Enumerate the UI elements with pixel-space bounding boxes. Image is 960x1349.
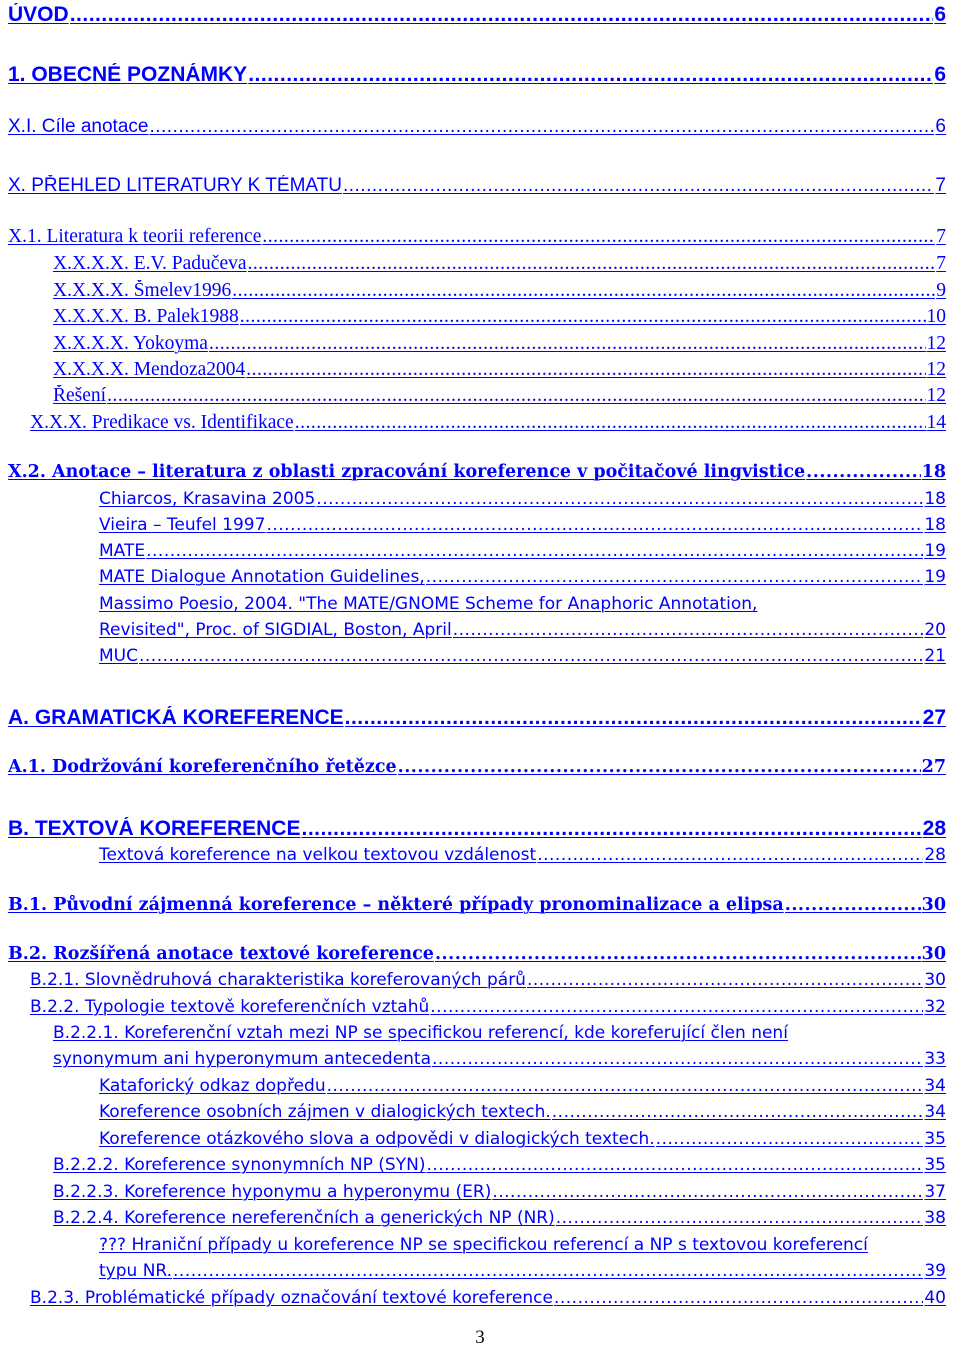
toc-title: Řešení bbox=[53, 385, 107, 406]
toc-page: 30 bbox=[921, 895, 946, 915]
toc-entry-cile-anotace[interactable] bbox=[8, 116, 946, 138]
toc-title: B.2.2.4. Koreference nereferenčních a generických NP (NR) bbox=[53, 1208, 555, 1228]
toc-title: X.I. Cíle anotace bbox=[8, 116, 149, 137]
toc-title: X. PŘEHLED LITERATURY K TÉMATU bbox=[8, 175, 342, 196]
toc-entry-problematicke[interactable] bbox=[30, 1288, 946, 1308]
toc-entry-yokoyma[interactable] bbox=[53, 333, 946, 355]
toc-title: X.X.X. Predikace vs. Identifikace bbox=[30, 412, 294, 433]
toc-entry-rozsirena-anotace[interactable] bbox=[8, 944, 946, 964]
toc-entry-hranicni-pripady-cont[interactable] bbox=[99, 1261, 946, 1281]
toc-title: MATE bbox=[99, 541, 146, 561]
toc-page: 28 bbox=[924, 845, 946, 865]
toc-title: X.X.X.X. Mendoza2004 bbox=[53, 359, 246, 380]
toc-title: B.2.2.3. Koreference hyponymu a hyperonymu (ER) bbox=[53, 1182, 492, 1202]
toc-page: 6 bbox=[934, 63, 946, 86]
toc-page: 20 bbox=[924, 620, 946, 640]
toc-title: B. TEXTOVÁ KOREFERENCE bbox=[8, 817, 301, 840]
toc-entry-muc[interactable] bbox=[99, 646, 946, 666]
toc-title-line2: synonymum ani hyperonymum antecedenta bbox=[53, 1049, 432, 1069]
toc-entry-textova-vzdalenost[interactable] bbox=[99, 845, 946, 865]
toc-page: 35 bbox=[924, 1155, 946, 1175]
toc-entry-chiarcos[interactable] bbox=[99, 489, 946, 509]
toc-entry-massimo-poesio-cont[interactable] bbox=[99, 620, 946, 640]
toc-entry-koreferencni-vztah-cont[interactable] bbox=[53, 1049, 946, 1069]
toc-title: X.1. Literatura k teorii reference bbox=[8, 226, 262, 247]
toc-page: 12 bbox=[926, 333, 946, 354]
toc-page: 34 bbox=[924, 1102, 946, 1122]
toc-title: B.2.2.2. Koreference synonymních NP (SYN) bbox=[53, 1155, 426, 1175]
toc-title: A. GRAMATICKÁ KOREFERENCE bbox=[8, 706, 344, 729]
toc-page: 32 bbox=[924, 997, 946, 1017]
toc-entry-vieira[interactable] bbox=[99, 515, 946, 535]
toc-title: Kataforický odkaz dopředu bbox=[99, 1076, 326, 1096]
toc-entry-massimo-poesio[interactable] bbox=[99, 594, 946, 614]
toc-entry-prehled-literatury[interactable] bbox=[8, 175, 946, 197]
toc-entry-literatura-teorie[interactable] bbox=[8, 226, 946, 248]
page-number: 3 bbox=[475, 1327, 485, 1348]
toc-title: Koreference otázkového slova a odpovědi v dialogických textech. bbox=[99, 1129, 655, 1149]
toc-title-line1: Massimo Poesio, 2004. "The MATE/GNOME Scheme for Anaphoric Annotation, bbox=[99, 594, 758, 614]
toc-entry-synonymni-np[interactable] bbox=[53, 1155, 946, 1175]
toc-page: 30 bbox=[924, 970, 946, 990]
toc-title: ÚVOD bbox=[8, 3, 69, 26]
toc-page: 34 bbox=[924, 1076, 946, 1096]
toc-entry-puvodni-zajmenna[interactable] bbox=[8, 895, 946, 915]
toc-page: 18 bbox=[921, 462, 946, 482]
toc-entry-reseni[interactable] bbox=[53, 385, 946, 407]
toc-page: 6 bbox=[935, 116, 946, 137]
toc-entry-mate-guidelines[interactable] bbox=[99, 567, 946, 587]
toc-page: 14 bbox=[926, 412, 946, 433]
toc-page: 6 bbox=[934, 3, 946, 26]
toc-title: B.2.1. Slovnědruhová charakteristika koreferovaných párů bbox=[30, 970, 526, 990]
toc-title: A.1. Dodržování koreferenčního řetězce bbox=[8, 757, 397, 777]
toc-entry-gramaticka-koreference[interactable] bbox=[8, 706, 946, 730]
toc-entry-hranicni-pripady[interactable] bbox=[99, 1235, 946, 1255]
toc-page: 7 bbox=[936, 226, 946, 247]
toc-page: 18 bbox=[924, 489, 946, 509]
toc-entry-kataforicky[interactable] bbox=[99, 1076, 946, 1096]
toc-title: B.1. Původní zájmenná koreference – některé případy pronominalizace a elipsa bbox=[8, 895, 784, 915]
toc-title: X.X.X.X. E.V. Padučeva bbox=[53, 253, 247, 274]
toc-page: 19 bbox=[924, 567, 946, 587]
toc-page: 27 bbox=[921, 757, 946, 777]
toc-page: 38 bbox=[924, 1208, 946, 1228]
toc-entry-paduceva[interactable] bbox=[53, 253, 946, 275]
toc-title: B.2. Rozšířená anotace textové koreference bbox=[8, 944, 434, 964]
toc-title: MUC bbox=[99, 646, 138, 666]
toc-title: Vieira – Teufel 1997 bbox=[99, 515, 266, 535]
toc-entry-predikace[interactable] bbox=[30, 412, 946, 434]
toc-entry-hyponymu[interactable] bbox=[53, 1182, 946, 1202]
toc-page: 9 bbox=[936, 280, 946, 301]
toc-entry-typologie[interactable] bbox=[30, 997, 946, 1017]
toc-entry-obecne-poznamky[interactable] bbox=[8, 63, 946, 87]
toc-title: X.X.X.X. Yokoyma bbox=[53, 333, 208, 354]
toc-title-line1: ??? Hraniční případy u koreference NP se specifickou referencí a NP s textovou koreferencí bbox=[99, 1235, 868, 1255]
toc-entry-nereferencnich[interactable] bbox=[53, 1208, 946, 1228]
toc-entry-mate[interactable] bbox=[99, 541, 946, 561]
toc-title: Chiarcos, Krasavina 2005 bbox=[99, 489, 316, 509]
toc-page: 12 bbox=[926, 385, 946, 406]
toc-page: 19 bbox=[924, 541, 946, 561]
toc-page: 27 bbox=[922, 706, 946, 729]
toc-entry-anotace-literatura[interactable] bbox=[8, 462, 946, 482]
toc-page: 39 bbox=[924, 1261, 946, 1281]
toc-page: 40 bbox=[924, 1288, 946, 1308]
toc-entry-osobni-zajmena[interactable] bbox=[99, 1102, 946, 1122]
toc-entry-slovnedruhova[interactable] bbox=[30, 970, 946, 990]
toc-page: 37 bbox=[924, 1182, 946, 1202]
toc-title: X.2. Anotace – literatura z oblasti zpracování koreference v počitačové lingvistice bbox=[8, 462, 806, 482]
toc-page: 7 bbox=[936, 253, 946, 274]
toc-entry-uvod[interactable] bbox=[8, 3, 946, 27]
toc-entry-palek[interactable] bbox=[53, 306, 946, 328]
toc-title: X.X.X.X. B. Palek1988 bbox=[53, 306, 239, 327]
toc-page: 28 bbox=[922, 817, 946, 840]
toc-page: 30 bbox=[921, 944, 946, 964]
toc-title: B.2.2. Typologie textově koreferenčních vztahů bbox=[30, 997, 430, 1017]
toc-title: MATE Dialogue Annotation Guidelines, bbox=[99, 567, 425, 587]
toc-entry-otazkove-slovo[interactable] bbox=[99, 1129, 946, 1149]
toc-title-line2: typu NR. bbox=[99, 1261, 173, 1281]
toc-page: 33 bbox=[924, 1049, 946, 1069]
toc-entry-textova-koreference[interactable] bbox=[8, 817, 946, 841]
toc-title: 1. OBECNÉ POZNÁMKY bbox=[8, 63, 248, 86]
toc-page: 35 bbox=[924, 1129, 946, 1149]
toc-page: 12 bbox=[926, 359, 946, 380]
toc-title: Textová koreference na velkou textovou vzdálenost bbox=[99, 845, 537, 865]
toc-entry-koreferencni-vztah[interactable] bbox=[53, 1023, 946, 1043]
toc-entry-mendoza[interactable] bbox=[53, 359, 946, 381]
toc-page: 10 bbox=[926, 306, 946, 327]
toc-title-line2: Revisited", Proc. of SIGDIAL, Boston, April bbox=[99, 620, 452, 640]
toc-title: B.2.3. Problématické případy označování textové koreference bbox=[30, 1288, 553, 1308]
toc-title: X.X.X.X. Šmelev1996 bbox=[53, 280, 232, 301]
toc-page: 18 bbox=[924, 515, 946, 535]
toc-page: 21 bbox=[924, 646, 946, 666]
toc-entry-smelev[interactable] bbox=[53, 280, 946, 302]
toc-title: Koreference osobních zájmen v dialogických textech. bbox=[99, 1102, 551, 1122]
toc-title-line1: B.2.2.1. Koreferenční vztah mezi NP se specifickou referencí, kde koreferující člen není bbox=[53, 1023, 788, 1043]
toc-page: 7 bbox=[935, 175, 946, 196]
toc-entry-dodrzovani[interactable] bbox=[8, 757, 946, 777]
